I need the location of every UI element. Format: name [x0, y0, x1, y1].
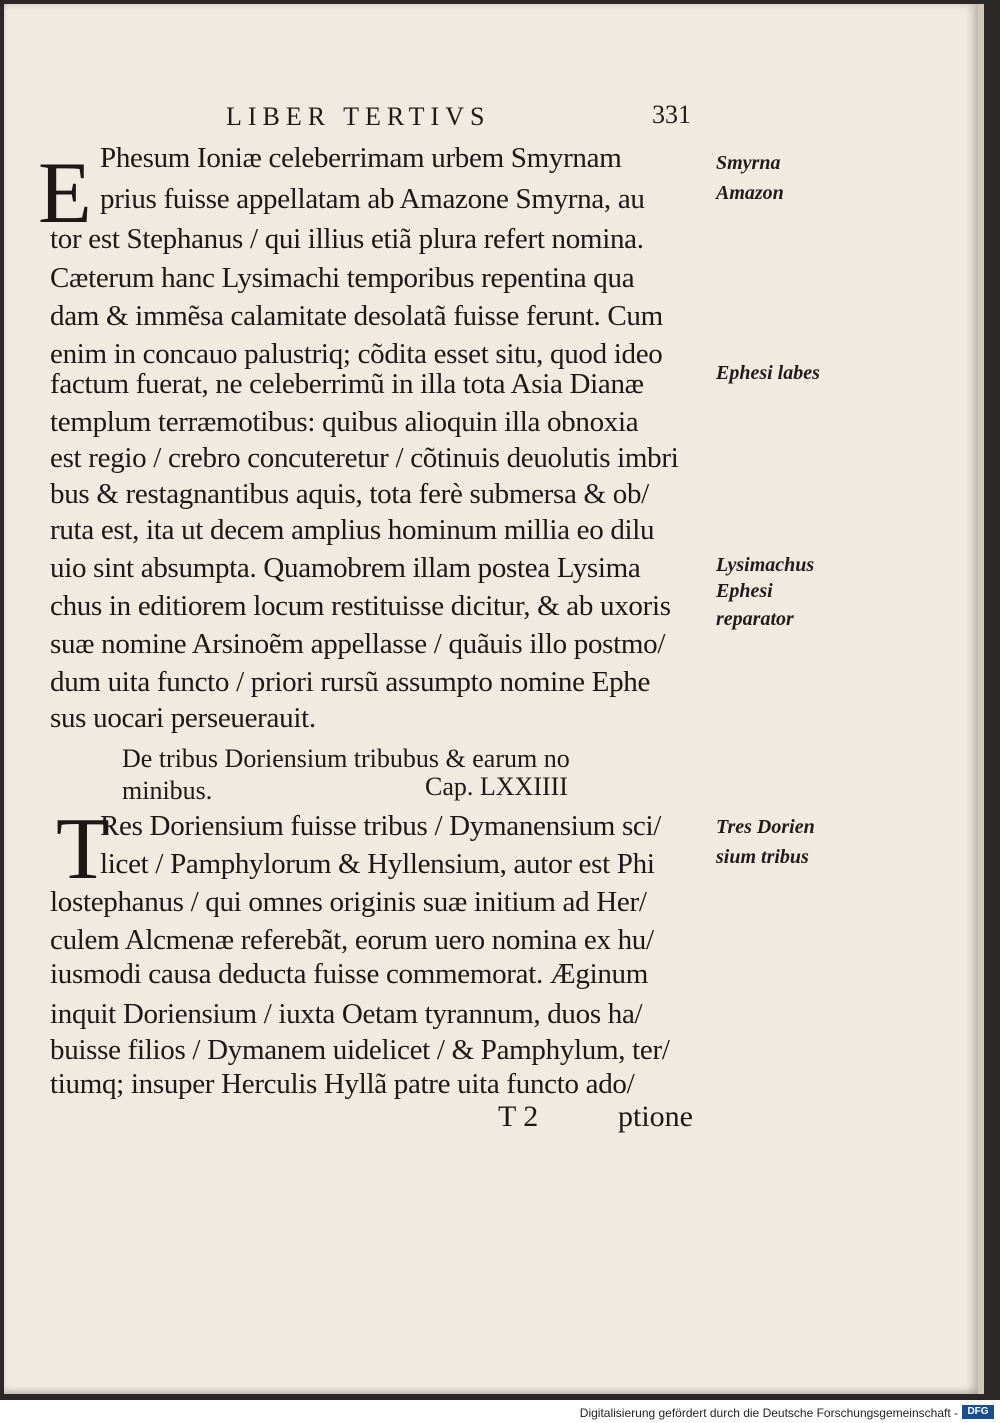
text-line: Cæterum hanc Lysimachi temporibus repentina qua: [50, 262, 635, 294]
marginal-note: Ephesi: [716, 580, 773, 602]
text-line: culem Alcmenæ referebãt, eorum uero nomina ex hu/: [50, 924, 654, 956]
dfg-logo: DFG: [962, 1405, 994, 1419]
text-line: ruta est, ita ut decem amplius hominum millia eo dilu: [50, 514, 655, 546]
marginal-note: Amazon: [716, 182, 784, 204]
page-edge: [978, 4, 984, 1394]
running-head: LIBER TERTIVS: [226, 102, 491, 131]
text-line: tor est Stephanus / qui illius etiã plura refert nomina.: [50, 223, 644, 255]
footer-credit: Digitalisierung gefördert durch die Deutsche Forschungsgemeinschaft -: [579, 1406, 958, 1420]
text-line: bus & restagnantibus aquis, tota ferè submersa & ob/: [50, 478, 649, 510]
marginal-note: Tres Dorien: [716, 816, 815, 838]
drop-capital-t: T: [56, 801, 110, 898]
text-line: est regio / crebro concuteretur / cõtinuis deuolutis imbri: [50, 442, 679, 474]
text-line: iusmodi causa deducta fuisse commemorat. Æginum: [50, 958, 648, 990]
marginal-note: sium tribus: [716, 846, 809, 868]
text-line: licet / Pamphylorum & Hyllensium, autor est Phi: [100, 848, 655, 880]
text-line: sus uocari perseuerauit.: [50, 702, 316, 734]
text-line: uio sint absumpta. Quamobrem illam postea Lysima: [50, 552, 641, 584]
text-line: inquit Doriensium / iuxta Oetam tyrannum, duos ha/: [50, 998, 643, 1030]
text-line: buisse filios / Dymanem uidelicet / & Pamphylum, ter/: [50, 1034, 670, 1066]
text-line: chus in editiorem locum restituisse dicitur, & ab uxoris: [50, 590, 671, 622]
text-line: factum fuerat, ne celeberrimũ in illa tota Asia Dianæ: [50, 368, 644, 400]
chapter-heading-line: minibus.: [122, 776, 213, 805]
marginal-note: reparator: [716, 608, 794, 630]
chapter-heading-line: De tribus Doriensium tribubus & earum no: [122, 744, 570, 773]
catchword: ptione: [618, 1100, 693, 1133]
page-number: 331: [652, 100, 691, 129]
signature-mark: T 2: [498, 1100, 539, 1133]
text-line: suæ nomine Arsinoẽm appellasse / quãuis illo postmo/: [50, 628, 666, 660]
text-line: dam & immẽsa calamitate desolatã fuisse ferunt. Cum: [50, 300, 663, 332]
text-line: templum terræmotibus: quibus alioquin illa obnoxia: [50, 406, 639, 438]
chapter-number: Cap. LXXIIII: [425, 772, 568, 801]
text-line: tiumq; insuper Herculis Hyllã patre uita functo ado/: [50, 1068, 635, 1100]
text-line: prius fuisse appellatam ab Amazone Smyrna, au: [100, 183, 645, 215]
text-line: Phesum Ioniæ celeberrimam urbem Smyrnam: [100, 142, 622, 174]
text-line: dum uita functo / priori rursũ assumpto nomine Ephe: [50, 666, 651, 698]
drop-capital-e: E: [38, 145, 92, 242]
text-line: lostephanus / qui omnes originis suæ initium ad Her/: [50, 886, 647, 918]
marginal-note: Smyrna: [716, 152, 781, 174]
text-line: enim in concauo palustriq; cõdita esset situ, quod ideo: [50, 338, 663, 370]
marginal-note: Ephesi labes: [716, 362, 820, 384]
marginal-note: Lysimachus: [716, 554, 815, 576]
text-line: Res Doriensium fuisse tribus / Dymanensium sci/: [100, 810, 662, 842]
